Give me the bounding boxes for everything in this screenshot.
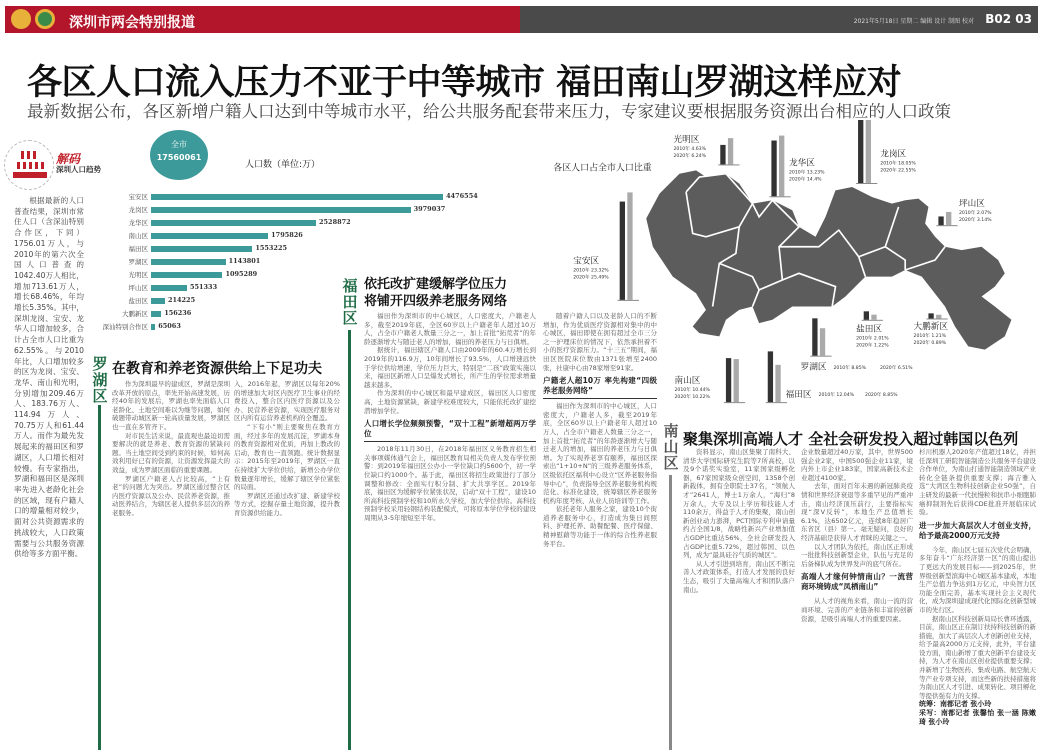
bar-baseline	[769, 196, 790, 197]
bar-2020	[866, 120, 871, 183]
bar-baseline	[618, 300, 639, 301]
share-2010: 2010年 4.63%	[673, 147, 707, 153]
paragraph: 随着户籍人口以及老龄人口的不断增加，作为优质医疗资源相对集中的中心城区，福田即使在拥有超过全市三分之一护理床位的情况下，依然承担着不小的医疗资源压力。“十三五”期间，福田区医院床位数由1371张增至2400张，社康中心由78家增至91家。	[543, 312, 657, 372]
paragraph: 作为深圳最早的建成区，罗湖是深圳改革开放的原点，率先开始高速发展，历经40年的发展后，罗湖也率先面临人口老龄化、土地空间难以为继等问题，如何破题带动城区新一轮高质量发展，罗湖区也一直在多管齐下。	[112, 380, 230, 431]
bar-value: 551333	[189, 283, 218, 291]
luohu-column-1	[112, 380, 230, 518]
byline: 统筹：南都记者 张小玲	[919, 700, 992, 709]
subheading: 高端人才缘何钟情南山？一流营商环境铸成“凤栖南山”	[801, 572, 913, 592]
bar-2010	[620, 202, 625, 300]
paragraph: 对市民生活来说，最直观也最迫切需要解决的就是养老、教育资源的紧缺问题。当土地空间受到约束的时候，如何高效利用好已有的资源，让资源发挥最大的效益，成为罗湖区面临的重要课题。	[112, 431, 230, 474]
bar-2020	[871, 315, 876, 320]
bar-2010	[938, 216, 943, 225]
paragraph: 企业数量超过40万家，其中，世界500强企业2家，中国500强企业11家，境内外上市企业183家，国家高新技术企业超过4100家。	[801, 448, 913, 482]
bar-2020	[946, 212, 951, 225]
paragraph: 从人才的视角来看，南山一流的营商环境、完善的产业链条和丰富的创新资源，是吸引高端人才的重要因素。	[801, 597, 913, 623]
bar-value: 4476554	[446, 192, 478, 200]
bar-label: 龙岗区	[128, 206, 148, 214]
subheading: 进一步加大高层次人才创业支持，给予最高2000万元支持	[919, 520, 1036, 540]
paragraph: 罗湖区还通过改扩建、新建学校等方式，挖掘存量土地资源，提升教育资源供给能力。	[234, 491, 340, 517]
subheading: 户籍老人超10万 率先构建“四级养老服务网络”	[543, 376, 657, 399]
nanshan-district-label: 南山区	[663, 422, 679, 472]
chart-title: 人口数（单位:万）	[245, 160, 321, 170]
paragraph: 2018年11月30日，在2018年福田区义务教育招生相关事项媒体通气会上，福田区教育局相关负责人发布学位预警：到2019年福田区公办小一学位缺口约5600个，初一学位缺口约1000个。基于此，福田区将招生政策进行了部分调整和修改：全面实行积分制、扩大共享学区。2019年底，福田区为缓解学位紧张状况，启动“双十工程”，建设10所高科技预制学校和10所永久学校，加大学位供给。高科技预制学校采用轻钢结构装配模式，可将原本学位学校的建设周期从3-5年缩短至半年。	[364, 445, 536, 522]
total-value: 17560061	[156, 153, 202, 162]
share-2020: 2020年 25.49%	[573, 275, 609, 281]
paragraph: “下有小”则主要聚焦在教育方面，经过多年的发展沉淀，罗湖本身的教育资源相对优质，再加上教改的启动，教育也一直领跑。统计数据显示：2015年至2019年，罗湖区一直在持续扩大学位供给，新增公办学位数量逐年增长，缓解了辖区学位紧张的局面。	[234, 422, 340, 492]
bar-label: 宝安区	[128, 193, 148, 201]
paragraph: 福田作为深圳市的中心城区，人口密度大，户籍老人多，截至2019年底，全区60岁以上户籍老年人超过10万人，占全市户籍老人数量三分之一，加上首批“拓荒者”的年龄逐渐增大与随迁老人的增加，福田的养老压力与日俱增。为了实现养老享有颐养，福田区探索出“1+10+N”的三级养老服务体系，区级依托区福利中心设立“区养老服务指导中心”，负责指导全区养老服务机构规范化、标准化建设，统筹辖区养老服务机构年度考核、从业人员培训等工作。	[543, 402, 657, 505]
futian-headline	[364, 276, 507, 310]
share-2010: 2010年 13.23%	[789, 170, 825, 176]
bar-value: 1095289	[225, 270, 258, 278]
total-population-badge	[150, 130, 208, 180]
bar-baseline	[724, 402, 745, 403]
district-name: 盐田区	[856, 324, 882, 335]
bar-row	[90, 190, 530, 203]
bar-baseline	[766, 402, 787, 403]
share-2020: 2020年 0.89%	[913, 341, 947, 347]
share-2010: 2010年 8.85%	[833, 365, 867, 371]
headline-line: 依托改扩建缓解学位压力	[364, 277, 508, 292]
shenzhen-map-outline	[646, 170, 1011, 349]
bar-label: 深汕特别合作区	[102, 323, 148, 331]
bar-value: 3979037	[413, 205, 446, 213]
share-2020: 2020年 1.22%	[856, 343, 889, 349]
bar-row	[90, 255, 530, 268]
share-2010: 2010年 23.32%	[573, 268, 609, 274]
bar-2010	[864, 311, 869, 319]
paragraph: 据南山区科技创新局局长曹环透露，目前，南山区正在制订扶持科技创新的新措施，加大了高层次人才创新创业支持，给予最高2000万元支持，此外，平台建设方面，南山新增了重大创新平台建设支持，为人才在南山区创业提供重要支撑；并新增了生物医药、集成电路、航空航天等产业专项支持，而这些新的扶持措施将为南山区人才引进、成果转化、项目孵化等提供强有力的支撑。	[919, 614, 1036, 700]
divider	[348, 330, 351, 750]
bar-2020	[936, 315, 941, 319]
section-banner	[5, 6, 520, 33]
share-2010: 2010年 12.04%	[818, 393, 855, 399]
bar-value: 2528872	[319, 218, 351, 226]
bar	[151, 311, 161, 317]
district-name: 宝安区	[573, 256, 600, 267]
bar	[151, 194, 443, 200]
bar-baseline	[936, 225, 957, 226]
district-name: 光明区	[673, 135, 700, 146]
bar-label: 大鹏新区	[122, 310, 148, 318]
bar-label: 龙华区	[128, 219, 148, 227]
decode-subtitle: 深圳人口趋势	[56, 165, 101, 174]
subheading: 人口增长学位频频预警，“双十工程”新增超两万学位	[364, 419, 536, 442]
paragraph: 根据最新的人口普查结果，深圳市常住人口（含深汕特别合作区，下同）1756.01万人，与2010年的第六次全国人口普查的1042.40万人相比，增加713.61万人，增长68.46%，年均增长5.35%。其中，深圳龙岗、宝安、龙华人口增加较多，合计占全市人口比重为62.55%。与2010年比，人口增加较多的区为龙岗、宝安、龙华、南山和光明，分别增加209.46万人、183.76万人、114.94万人、70.75万人和61.44万人。而作为最先发展起来的福田区和罗湖区，人口增长相对较慢。有专家指出，罗湖和福田区是深圳率先进入老龄化社会的区域，现有户籍人口的增量相对较少，面对公共资源需求的挑战较大，人口政策需要与公共服务资源供给等多方面平衡。	[14, 196, 84, 559]
nanshan-headline: 聚集深圳高端人才 全社会研发投入超过韩国以色列	[683, 430, 1019, 448]
share-2010: 2010年 18.05%	[880, 161, 916, 167]
futian-district-label: 福田区	[342, 277, 358, 327]
bar-2020	[779, 136, 784, 197]
bar-2010	[812, 318, 817, 355]
bar-2020	[728, 138, 733, 164]
bar-2010	[720, 145, 725, 165]
bar-label: 盐田区	[128, 297, 148, 305]
share-2010: 2010年 2.07%	[958, 211, 992, 217]
bar-2010	[928, 313, 933, 318]
share-2020: 2020年 6.24%	[673, 154, 707, 160]
paragraph: 据统计，福田辖区户籍人口由2009年的60.4万增长到2019年的116.9万，10年间增长了93.5%，人口增速远快于学位供给增速，学位压力巨大，特别是“二孩”政策实施以来，福田区新增人口呈爆发式增长，所产生的学位需求增量越来越多。	[364, 346, 536, 389]
bar-2020	[627, 192, 632, 299]
share-2020: 2020年 22.55%	[880, 168, 916, 174]
district-name: 罗湖区	[800, 362, 827, 373]
bar-value: 1553225	[255, 244, 287, 252]
bar-label: 罗湖区	[128, 258, 148, 266]
bar-2010	[768, 351, 773, 402]
nanshan-column-2	[801, 448, 913, 623]
district-name: 龙岗区	[880, 149, 907, 160]
bar-row	[90, 216, 530, 229]
divider	[669, 475, 672, 750]
map-title: 各区人口占全市人口比重	[553, 163, 652, 174]
share-2020: 2020年 10.22%	[674, 394, 710, 400]
luohu-headline: 在教育和养老资源供给上下足功夫	[112, 361, 322, 377]
bar-value: 214225	[167, 296, 196, 304]
bar	[151, 298, 165, 304]
paragraph: 作为深圳的中心城区和最早建成区，福田区人口密度高，土地资源紧缺，新建学校难度较大，只能依托改扩建挖潜增加学位。	[364, 389, 536, 415]
bar	[151, 324, 155, 330]
bar-value: 1143801	[228, 257, 261, 265]
paragraph: 福田作为深圳市的中心城区，人口密度大，户籍老人多，截至2019年底，全区60岁以上户籍老年人超过10万人，占全市户籍老人数量三分之一，加上首批“拓荒者”的年龄逐渐增大与随迁老人的增加，福田的养老压力与日俱增。	[364, 312, 536, 346]
paragraph: 以人才团队为依托，南山区正形成一批批科技创新型企业，队伍与充足的后备梯队成为世界发声的底气所在。	[801, 542, 913, 568]
share-2010: 2010年 1.21%	[913, 334, 947, 340]
bar-value: 156236	[164, 309, 192, 317]
bar-baseline	[926, 318, 947, 319]
decode-text	[14, 196, 84, 560]
bar-label: 坪山区	[128, 284, 148, 292]
paragraph: 入，2016年起，罗湖区以每年20%的增速加大对区内医疗卫生事业的经费投入，整合区内医疗资源以及公办、民营养老资源，实现医疗服务对区内所有运营养老机构的全覆盖。	[234, 380, 340, 423]
headline: 各区人口流入压力不亚于中等城市 福田南山罗湖这样应对	[27, 63, 902, 103]
national-emblem-icon	[11, 9, 31, 29]
people-icon	[4, 140, 54, 190]
bar-2010	[771, 141, 776, 197]
district-name: 坪山区	[958, 199, 985, 210]
share-2020: 2020年 14.4%	[789, 177, 822, 183]
paragraph: 资料显示，南山区集聚了南科大、清华大学国际研究生院等7所高校，以及9个诺奖实验室，11家国家级孵化器，67家国家级众创空间，1358个创新载体，拥有全职院士37名，“领航人才”2641人，博士1万余人，“海归”8万余人，大专及以上学历和技能人才110余万，得益于人才的集聚，南山创新创业动力澎湃，PCT国际专利申请量约占全国1/8，战略性新兴产业增加值占GDP比重达56%，全社会研发投入占GDP比重5.72%，超过韩国、以色列，成为“最具硅谷气质的城区”。	[683, 448, 795, 560]
nanshan-column-1	[683, 448, 795, 594]
paragraph: 罗湖区户籍老人占比较高，“上有老”的问题尤为突出。罗湖区通过整合区内医疗资源以及公办、民营养老资源，推动医养结合，为辖区老人提供多层次的养老服务。	[112, 474, 230, 517]
share-2020: 2020年 8.85%	[865, 393, 898, 399]
paragraph: 依托老年人服务之家，建设10个街道养老服务中心，打造成为集日间照料、护理托养、助餐配餐、医疗保健、精神慰藉等功能于一体的综合性养老服务平台。	[543, 505, 657, 548]
bar-row	[90, 242, 530, 255]
bar-baseline	[718, 164, 739, 165]
paragraph: 杉川机器人2020年产值超过18亿，并担任深圳工研院智能制造公共服务平台建设合作单位，为南山打通智能制造领域产业转化全链条提供重要支撑；海吉雅入选“大湾区生物科技创新企业50强”，自主研发的最新一代抗慢粒和抗串小细胞肺癌抑制剂先后获得CDE批准开展临床试验。	[919, 448, 1036, 517]
bar-baseline	[856, 183, 877, 184]
district-name: 大鹏新区	[913, 322, 949, 333]
page-info-bar	[520, 6, 1038, 33]
paragraph: 去年，面对百年未遇的新冠肺炎疫情和世界经济衰退等多重罕见的严重冲击，南山经济顶压前行，主要指标实现“深V反转”，本地生产总值增长6.1%，达6502亿元，连续8年稳居广东省区（县）第一。毫无疑问，良好的经济基础是获得人才青睐的关键之一。	[801, 482, 913, 542]
bar	[151, 207, 411, 213]
bar	[151, 246, 252, 252]
bar-2010	[858, 120, 863, 183]
bar-value: 1795826	[271, 231, 303, 239]
bar-row	[90, 229, 530, 242]
bar-2010	[726, 358, 731, 402]
nanshan-column-3	[919, 448, 1036, 727]
total-label: 全市	[171, 140, 187, 149]
paragraph: 从人才引进到培育，南山区不断完善人才政策体系，打造人才发展的良好生态，吸引了大量高端人才和团队落户南山。	[683, 559, 795, 594]
share-2020: 2020年 3.14%	[958, 218, 992, 224]
decode-title: 解码	[56, 152, 81, 166]
luohu-district-label: 罗湖区	[92, 355, 108, 405]
bar	[151, 259, 226, 265]
bar	[151, 285, 187, 291]
bar	[151, 233, 268, 239]
divider	[98, 405, 101, 750]
share-2010: 2010年 2.01%	[856, 336, 889, 342]
district-name: 龙华区	[789, 158, 815, 169]
bar	[151, 272, 222, 278]
district-name: 福田区	[785, 389, 812, 400]
futian-column-2	[543, 312, 657, 548]
district-name: 南山区	[674, 375, 701, 386]
cppcc-emblem-icon	[35, 9, 55, 29]
bar-baseline	[862, 320, 883, 321]
issue-meta: 2021年5月18日 星期二 编辑 设计 制图 校对	[853, 18, 974, 25]
bar-label: 光明区	[128, 271, 148, 279]
bar-value: 65063	[158, 322, 181, 330]
bar-label: 南山区	[128, 232, 148, 240]
bar-baseline	[810, 356, 831, 357]
byline: 采写：南都记者 张馨怡 张一涵 陈嫩琦 张小玲	[919, 709, 1036, 727]
bar-2020	[734, 359, 739, 402]
headline-line: 将铺开四级养老服务网络	[364, 294, 508, 309]
subheadline: 最新数据公布，各区新增户籍人口达到中等城市水平，给公共服务配套带来压力，专家建议要根据服务资源出台相应的人口政策	[27, 102, 951, 121]
section-title: 深圳市两会特别报道	[69, 15, 195, 31]
share-2020: 2020年 6.51%	[879, 365, 913, 371]
luohu-column-2	[234, 380, 340, 518]
bar	[151, 220, 316, 226]
page-number: B02 03	[985, 12, 1032, 26]
futian-column-1	[364, 312, 536, 522]
bar-row	[90, 203, 530, 216]
paragraph: 今年，南山区七届五次党代会明确，多年奋斗“广东经济第一区”的南山提出了更远大的发展目标——到2025年，世界级创新型滨海中心城区基本建成，本地生产总值力争达到1万亿元，中央智力区功能全面完善，基本实现社会主义现代化，成为深圳建成现代化国际化创新型城市的先行区。	[919, 545, 1036, 614]
bar-2020	[820, 328, 825, 355]
share-2010: 2010年 10.44%	[674, 387, 710, 393]
bar-2020	[775, 365, 780, 402]
bar-label: 福田区	[128, 245, 148, 253]
